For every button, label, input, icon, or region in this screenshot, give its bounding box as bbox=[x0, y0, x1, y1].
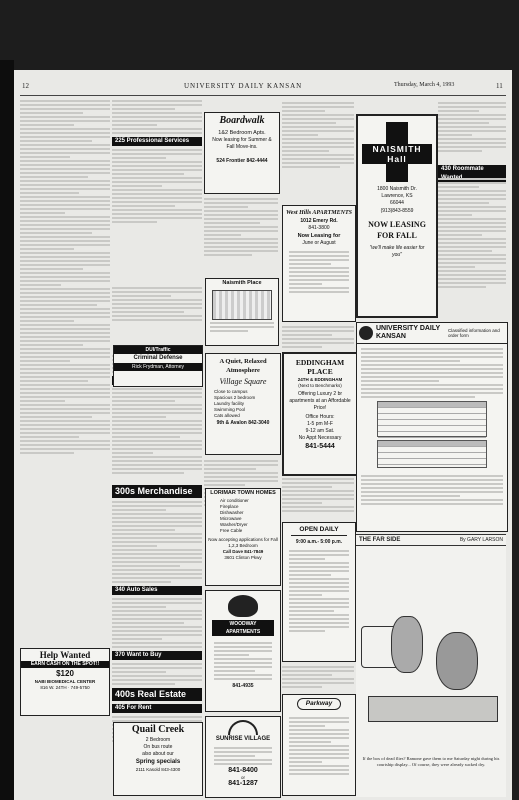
village-bullet-5: Cats allowed bbox=[214, 413, 240, 418]
quail-creek-tag: 2 Bedroom bbox=[145, 737, 171, 743]
section-header-400: 400s Real Estate bbox=[112, 688, 202, 701]
west-hills-phone: 841-3800 bbox=[308, 225, 330, 231]
sunrise-phone-or: or bbox=[240, 775, 245, 780]
west-hills-june: June or August bbox=[302, 240, 336, 246]
quail-creek-ad bbox=[113, 722, 203, 796]
open-daily-title: OPEN DAILY bbox=[291, 525, 347, 536]
far-side-title: THE FAR SIDE bbox=[359, 537, 401, 543]
naismith-address-3: 66044 bbox=[390, 200, 404, 206]
criminal-line-2: Criminal Defense bbox=[133, 355, 183, 361]
newspaper-page bbox=[14, 70, 512, 800]
column-5-text bbox=[438, 100, 506, 154]
eddingham-offer: Offering Luxury 2 br apartments at an Affordable Price! bbox=[289, 391, 351, 411]
help-wanted-title: Help Wanted bbox=[39, 650, 91, 660]
rate-table bbox=[377, 401, 487, 437]
section-header-300: 300s Merchandise bbox=[112, 485, 202, 498]
section-header-405: 405 For Rent bbox=[112, 704, 202, 713]
criminal-defense-ad bbox=[113, 345, 203, 387]
woodway-ad bbox=[205, 590, 281, 712]
village-bullet-1: Close to campus bbox=[214, 389, 248, 394]
lorimar-feature-5: Washer/Dryer bbox=[220, 522, 248, 527]
sunrise-name: SUNRISE VILLAGE bbox=[215, 736, 271, 742]
section-header-225: 225 Professional Services bbox=[112, 137, 202, 146]
sunrise-phone-2: 841-1287 bbox=[228, 780, 258, 787]
eddingham-phone: 841-5444 bbox=[305, 443, 335, 450]
column-4-text bbox=[282, 100, 354, 170]
lorimar-feature-4: Microwave bbox=[220, 516, 242, 521]
naismith-address-1: 1800 Naismith Dr. bbox=[377, 186, 417, 192]
criminal-line-1: DUI/Traffic bbox=[114, 346, 202, 354]
woodway-contact: 841-4935 bbox=[232, 683, 254, 689]
tree-icon bbox=[228, 595, 258, 617]
sunrise-village-ad bbox=[205, 716, 281, 798]
naismith-tagline: "we'll make life easier for you" bbox=[369, 245, 425, 258]
lorimar-call: Call Dave 841-7849 bbox=[222, 549, 264, 554]
naismith-name: NAISMITH Hall bbox=[362, 144, 432, 164]
jayhawk-icon bbox=[359, 326, 373, 340]
order-form-subtitle: Classified information and order form bbox=[448, 327, 500, 338]
eddingham-address: 24TH & EDDINGHAM bbox=[297, 377, 343, 382]
naismith-address-2: Lawrence, KS bbox=[381, 193, 413, 199]
village-logo: Village Square bbox=[219, 377, 267, 386]
open-daily-hours: 9:00 a.m.- 5:00 p.m. bbox=[295, 539, 343, 545]
lorimar-ad bbox=[205, 488, 281, 586]
section-header-430: 430 Roommate bbox=[438, 165, 506, 183]
boardwalk-line-2: Now leasing for Summer & Fall Move-ins. bbox=[212, 137, 272, 150]
eddingham-note: No Appt Necessary bbox=[298, 435, 342, 441]
fly-character-left bbox=[391, 616, 423, 673]
lorimar-accepting: Now accepting applications for Fall bbox=[208, 537, 278, 542]
open-daily-ad bbox=[282, 522, 356, 662]
lorimar-feature-1: Air conditioner bbox=[220, 498, 249, 503]
quail-creek-address: 2111 Kasold 843-4300 bbox=[135, 767, 181, 772]
column-2 bbox=[112, 98, 202, 798]
naismith-place-ad bbox=[205, 278, 279, 346]
quail-creek-line-3: also about our bbox=[142, 751, 174, 757]
building-illustration bbox=[212, 290, 272, 320]
eddingham-ad bbox=[282, 352, 358, 476]
naismith-place-name: Naismith Place bbox=[222, 280, 262, 286]
binder-edge bbox=[0, 60, 14, 800]
quail-creek-name: Quail Creek bbox=[131, 724, 185, 735]
fly-character-right bbox=[436, 632, 478, 690]
village-headline: A Quiet, Relaxed Atmosphere bbox=[219, 358, 267, 374]
classification-table bbox=[377, 440, 487, 468]
sunrise-icon bbox=[228, 720, 258, 735]
far-side-comic bbox=[356, 534, 506, 797]
far-side-byline: By GARY LARSON bbox=[459, 537, 503, 543]
eddingham-name: EDDINGHAM PLACE bbox=[295, 358, 345, 376]
lorimar-name: LORIMAR TOWN HOMES bbox=[210, 490, 276, 496]
village-bullet-3: Laundry facility bbox=[214, 401, 245, 406]
classified-text bbox=[20, 100, 110, 454]
column-4-text-2 bbox=[282, 324, 354, 350]
section-header-340: 340 Auto Sales bbox=[112, 586, 202, 595]
paper-name: UNIVERSITY DAILY KANSAN bbox=[184, 82, 303, 90]
quail-creek-line-2: On bus route bbox=[143, 744, 173, 750]
far-side-panel bbox=[356, 546, 506, 756]
parkway-logo: Parkway bbox=[297, 698, 341, 710]
village-bullet-2: Spacious 2 bedroom bbox=[214, 395, 256, 400]
column-4-text-4 bbox=[282, 664, 354, 690]
quail-creek-line-4: Spring specials bbox=[135, 759, 181, 765]
page-number-left: 12 bbox=[22, 82, 29, 90]
help-wanted-sub: EARN CASH ON THE SPOT!! bbox=[21, 661, 109, 668]
issue-date: Thursday, March 4, 1993 bbox=[394, 82, 455, 88]
column-5-text-2 bbox=[438, 176, 506, 290]
village-contact: 9th & Avalon 842-3040 bbox=[216, 420, 270, 426]
naismith-phone: (913)843-8559 bbox=[380, 208, 414, 214]
boardwalk-contact: 524 Frontier 842-4444 bbox=[216, 158, 268, 164]
woodway-name: WOODWAY APARTMENTS bbox=[212, 620, 274, 636]
lorimar-feature-6: Free Cable bbox=[220, 528, 243, 533]
help-wanted-address: 816 W. 24TH · 749-5750 bbox=[40, 685, 90, 690]
help-wanted-ad bbox=[20, 648, 110, 716]
boardwalk-logo: Boardwalk bbox=[219, 115, 265, 126]
parkway-ad bbox=[282, 694, 356, 796]
column-3-text bbox=[204, 196, 278, 258]
column-4-text-3 bbox=[282, 476, 354, 514]
order-form-title: UNIVERSITY DAILY KANSAN bbox=[376, 325, 441, 340]
section-header-370: 370 Want to Buy bbox=[112, 651, 202, 660]
eddingham-hours-1: 1-5 pm M-F bbox=[307, 421, 333, 427]
page-header bbox=[14, 82, 512, 94]
village-bullet-4: Swimming Pool bbox=[214, 407, 246, 412]
page-number-right: 11 bbox=[496, 82, 503, 90]
boardwalk-ad bbox=[204, 112, 280, 194]
lorimar-feature-3: Dishwasher bbox=[220, 510, 244, 515]
west-hills-leasing: Now Leasing for bbox=[297, 233, 341, 239]
couch bbox=[368, 696, 498, 722]
classified-order-form bbox=[356, 322, 508, 532]
eddingham-tag: (Next to Benchmarks) bbox=[298, 383, 342, 388]
lorimar-feature-2: Fireplace bbox=[220, 504, 239, 509]
criminal-line-3: Rick Frydman, Attorney bbox=[114, 363, 202, 371]
header-rule bbox=[20, 95, 506, 96]
west-hills-name: West Hills APARTMENTS bbox=[286, 210, 352, 216]
lorimar-address: 3601 Clinton Pkwy bbox=[224, 555, 262, 560]
sunrise-phone-1: 841-8400 bbox=[228, 767, 258, 774]
help-wanted-amount: $120 bbox=[56, 669, 74, 678]
eddingham-hours-label: Office Hours: bbox=[305, 414, 335, 420]
west-hills-ad bbox=[282, 205, 356, 322]
naismith-hall-ad bbox=[356, 114, 438, 318]
far-side-caption: If the box of dead flies? Ramone gave them to me Saturday night during his courtship display... Of course, they were already sucked dry. bbox=[362, 756, 500, 767]
help-wanted-org: NABI BIOMEDICAL CENTER bbox=[34, 679, 96, 684]
west-hills-address: 1012 Emery Rd. bbox=[300, 218, 338, 224]
naismith-leasing: NOW LEASING FOR FALL bbox=[368, 220, 426, 240]
boardwalk-line-1: 1&2 Bedroom Apts. bbox=[218, 130, 266, 136]
village-square-ad bbox=[205, 353, 281, 455]
lorimar-bedrooms: 1,2,3 Bedroom bbox=[228, 543, 258, 548]
naismith-logo bbox=[362, 122, 432, 182]
eddingham-hours-2: 9-12 am Sat. bbox=[305, 428, 335, 434]
